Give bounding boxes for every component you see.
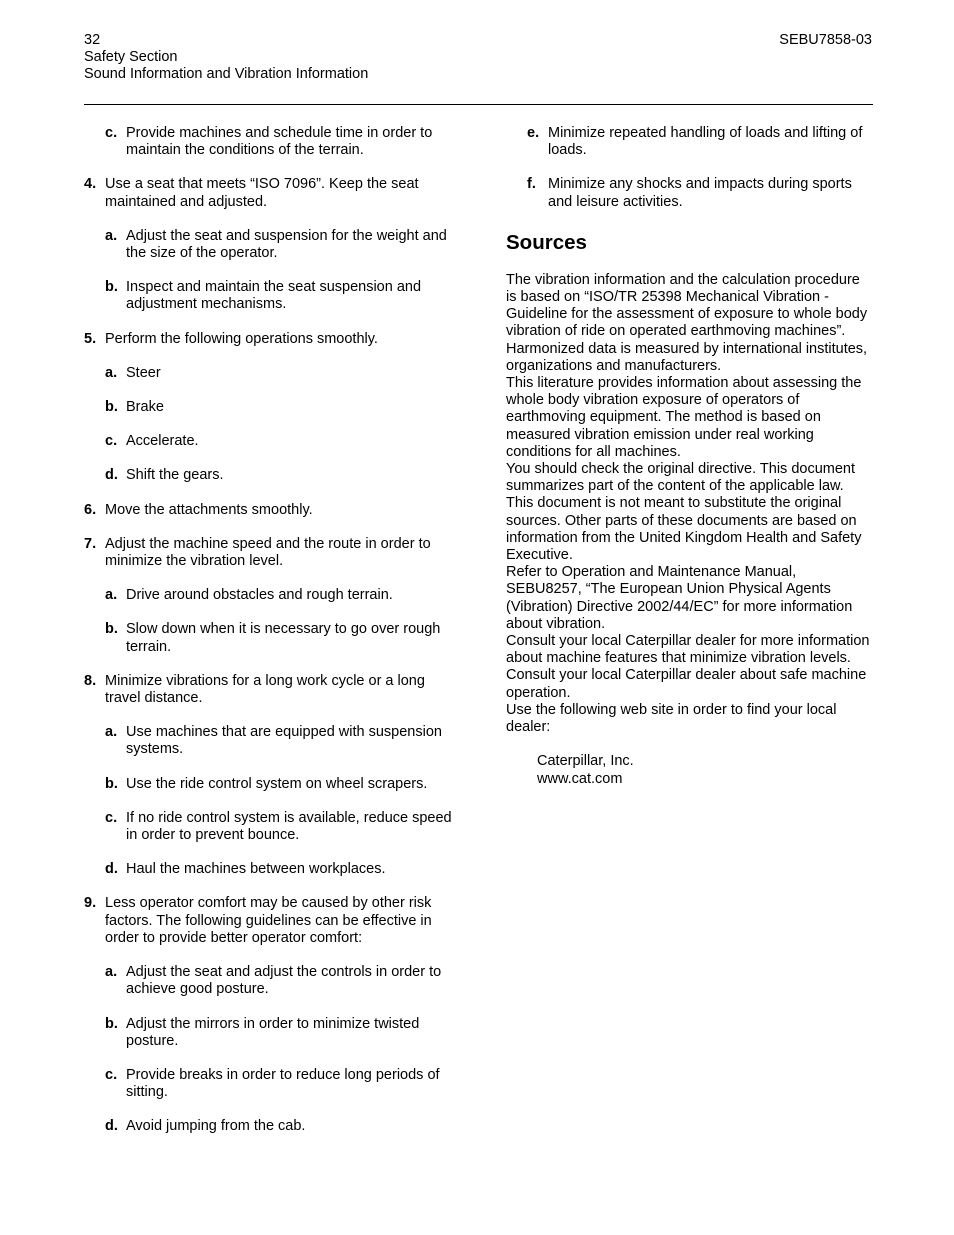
company-name: Caterpillar, Inc. xyxy=(537,753,634,770)
paragraph: You should check the original directive. This document summarizes part of the content of the applicable law. This document is not meant to substitute the original sources. Other parts of these documents are based on information from the United Kingdom Health and Safety Executive. xyxy=(506,461,862,564)
list-marker: d. xyxy=(105,467,118,484)
list-item xyxy=(84,331,452,348)
list-item xyxy=(84,810,452,844)
section-title: Safety Section xyxy=(84,49,178,66)
list-item-text: Steer xyxy=(126,364,161,381)
page-number: 32 xyxy=(84,32,101,48)
list-item xyxy=(84,365,452,382)
list-item-text: Less operator comfort may be caused by other risk factors. The following guidelines can be effective in order to provide better operator comfort: xyxy=(105,895,432,946)
list-item xyxy=(84,536,452,570)
list-marker: c. xyxy=(105,809,118,826)
page-header xyxy=(84,32,584,84)
paragraph: The vibration information and the calculation procedure is based on “ISO/TR 25398 Mechanical Vibration - Guideline for the assessment of exposure to whole body vibration of ride on operated earthmoving machines”. Harmonized data is measured by international institutes, organizations and manufacturers. xyxy=(506,271,868,374)
list-item-text: Move the attachments smoothly. xyxy=(105,501,313,518)
list-item-text: Adjust the mirrors in order to minimize twisted posture. xyxy=(126,1015,420,1049)
list-item xyxy=(84,673,452,707)
list-item-text: Minimize vibrations for a long work cycle or a long travel distance. xyxy=(105,672,425,707)
list-marker: b. xyxy=(105,1015,118,1032)
list-item xyxy=(84,776,452,793)
list-item-text: Perform the following operations smoothly. xyxy=(105,330,378,347)
list-item-text: Shift the gears. xyxy=(126,467,224,484)
list-item-text: Provide breaks in order to reduce long periods of sitting. xyxy=(126,1066,440,1101)
list-item-text: Provide machines and schedule time in order to maintain the conditions of the terrain. xyxy=(126,125,433,159)
paragraph: Consult your local Caterpillar dealer for more information about machine features that minimize vibration levels. Consult your local Caterpillar dealer about safe machine operation. xyxy=(506,633,870,701)
list-item xyxy=(84,724,452,758)
list-item xyxy=(506,176,874,210)
paragraph: Refer to Operation and Maintenance Manual, SEBU8257, “The European Union Physical Agents (Vibration) Directive 2002/44/EC” for more information about vibration. xyxy=(506,564,853,632)
list-item-text: Minimize repeated handling of loads and lifting of loads. xyxy=(548,125,863,159)
list-item xyxy=(84,1067,452,1101)
document-id: SEBU7858-03 xyxy=(779,32,872,48)
list-marker: d. xyxy=(105,861,118,878)
list-marker: 6. xyxy=(84,501,97,518)
list-marker: e. xyxy=(527,125,540,141)
list-marker: b. xyxy=(105,279,118,296)
list-item xyxy=(84,399,452,416)
list-marker: a. xyxy=(105,587,118,604)
list-item-text: If no ride control system is available, reduce speed in order to prevent bounce. xyxy=(126,809,452,844)
dealer-contact xyxy=(506,753,874,787)
list-item xyxy=(84,502,452,519)
header-divider xyxy=(84,104,873,105)
list-item-text: Avoid jumping from the cab. xyxy=(126,1118,306,1135)
list-marker: b. xyxy=(105,399,118,416)
list-item xyxy=(84,861,452,878)
subsection-title: Sound Information and Vibration Information xyxy=(84,66,369,83)
list-marker: 8. xyxy=(84,672,97,689)
paragraph: This literature provides information about assessing the whole body vibration exposure of operators of earthmoving equipment. The method is based on measured vibration emission under real working conditions for all machines. xyxy=(506,375,862,460)
list-item xyxy=(84,895,452,947)
list-item xyxy=(84,1016,452,1050)
list-item-text: Use the ride control system on wheel scrapers. xyxy=(126,775,428,792)
list-item xyxy=(84,433,452,450)
list-item-text: Minimize any shocks and impacts during sports and leisure activities. xyxy=(548,176,852,210)
list-item xyxy=(506,125,874,159)
left-column xyxy=(84,125,452,1136)
list-item-text: Inspect and maintain the seat suspension and adjustment mechanisms. xyxy=(126,279,422,313)
list-marker: a. xyxy=(105,364,118,381)
list-marker: 4. xyxy=(84,176,97,193)
list-item-text: Use a seat that meets “ISO 7096”. Keep the seat maintained and adjusted. xyxy=(105,176,419,210)
list-marker: 9. xyxy=(84,895,97,912)
list-marker: c. xyxy=(105,125,118,141)
list-marker: a. xyxy=(105,227,118,244)
list-item xyxy=(84,621,452,655)
list-marker: 5. xyxy=(84,330,97,347)
list-item-text: Haul the machines between workplaces. xyxy=(126,861,386,878)
list-item-text: Adjust the seat and adjust the controls in order to achieve good posture. xyxy=(126,964,442,998)
list-marker: a. xyxy=(105,964,118,981)
list-item xyxy=(84,467,452,484)
list-item xyxy=(84,228,452,262)
list-marker: 7. xyxy=(84,535,97,552)
list-item xyxy=(84,279,452,313)
list-item-text: Adjust the machine speed and the route in order to minimize the vibration level. xyxy=(105,535,431,570)
section-heading: Sources xyxy=(506,230,587,254)
list-marker: c. xyxy=(105,433,118,450)
list-marker: b. xyxy=(105,621,118,638)
list-item-text: Drive around obstacles and rough terrain. xyxy=(126,587,393,604)
list-marker: a. xyxy=(105,724,118,741)
list-marker: d. xyxy=(105,1118,118,1135)
list-marker: b. xyxy=(105,775,118,792)
list-item-text: Slow down when it is necessary to go over rough terrain. xyxy=(126,621,441,655)
list-item xyxy=(84,1118,452,1135)
list-item-text: Brake xyxy=(126,399,164,416)
list-item-text: Use machines that are equipped with suspension systems. xyxy=(126,724,442,758)
paragraph: Use the following web site in order to find your local dealer: xyxy=(506,701,837,736)
right-column xyxy=(506,125,874,788)
list-marker: f. xyxy=(527,176,536,193)
list-item-text: Accelerate. xyxy=(126,433,199,450)
website-link[interactable]: www.cat.com xyxy=(537,770,623,787)
list-item xyxy=(84,125,452,159)
list-item xyxy=(84,964,452,998)
list-item xyxy=(84,176,452,210)
list-item-text: Adjust the seat and suspension for the weight and the size of the operator. xyxy=(126,227,447,262)
list-item xyxy=(84,587,452,604)
list-marker: c. xyxy=(105,1066,118,1083)
